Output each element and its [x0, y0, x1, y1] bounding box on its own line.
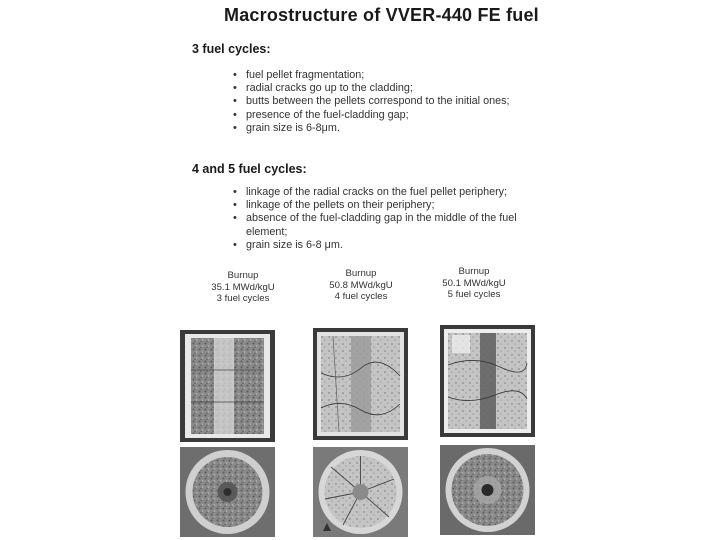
- cross-section-2: [313, 447, 408, 537]
- longitudinal-section-3: [440, 325, 535, 437]
- longitudinal-section-2: [313, 328, 408, 440]
- list-item: • fuel pellet fragmentation;: [233, 69, 510, 82]
- sample-caption-2: [306, 268, 416, 303]
- burnup-value: 35.1 MWd/kgU: [211, 281, 275, 293]
- burnup-label: Burnup: [227, 270, 259, 281]
- burnup-value: 50.1 MWd/kgU: [442, 277, 506, 289]
- burnup-value: 50.8 MWd/kgU: [329, 279, 393, 291]
- page-title: Macrostructure of VVER-440 FE fuel: [224, 5, 539, 25]
- burnup-label: Burnup: [458, 266, 490, 277]
- list-item: • grain size is 6-8μm.: [233, 122, 510, 135]
- list-item: • absence of the fuel-cladding gap in the middle of the fuel element;: [233, 212, 533, 238]
- list-item: • linkage of the pellets on their periphery;: [233, 199, 533, 212]
- section-heading-3-cycles: 3 fuel cycles:: [192, 42, 271, 56]
- sample-caption-1: [188, 270, 298, 305]
- burnup-label: Burnup: [345, 268, 377, 279]
- cycle-count: 3 fuel cycles: [216, 293, 270, 304]
- list-item: • grain size is 6-8 μm.: [233, 239, 533, 252]
- bullet-list-4-5-cycles: [233, 186, 533, 252]
- cycle-count: 4 fuel cycles: [334, 291, 388, 302]
- cross-section-1: [180, 447, 275, 537]
- list-item: • butts between the pellets correspond to the initial ones;: [233, 95, 510, 108]
- list-item: • radial cracks go up to the cladding;: [233, 82, 510, 95]
- bullet-list-3-cycles: [233, 69, 510, 135]
- sample-caption-3: [419, 266, 529, 301]
- cycle-count: 5 fuel cycles: [447, 289, 501, 300]
- list-item: • presence of the fuel-cladding gap;: [233, 109, 510, 122]
- cross-section-3: [440, 445, 535, 535]
- section-heading-4-5-cycles: 4 and 5 fuel cycles:: [192, 162, 307, 176]
- longitudinal-section-1: [180, 330, 275, 442]
- list-item: • linkage of the radial cracks on the fuel pellet periphery;: [233, 186, 533, 199]
